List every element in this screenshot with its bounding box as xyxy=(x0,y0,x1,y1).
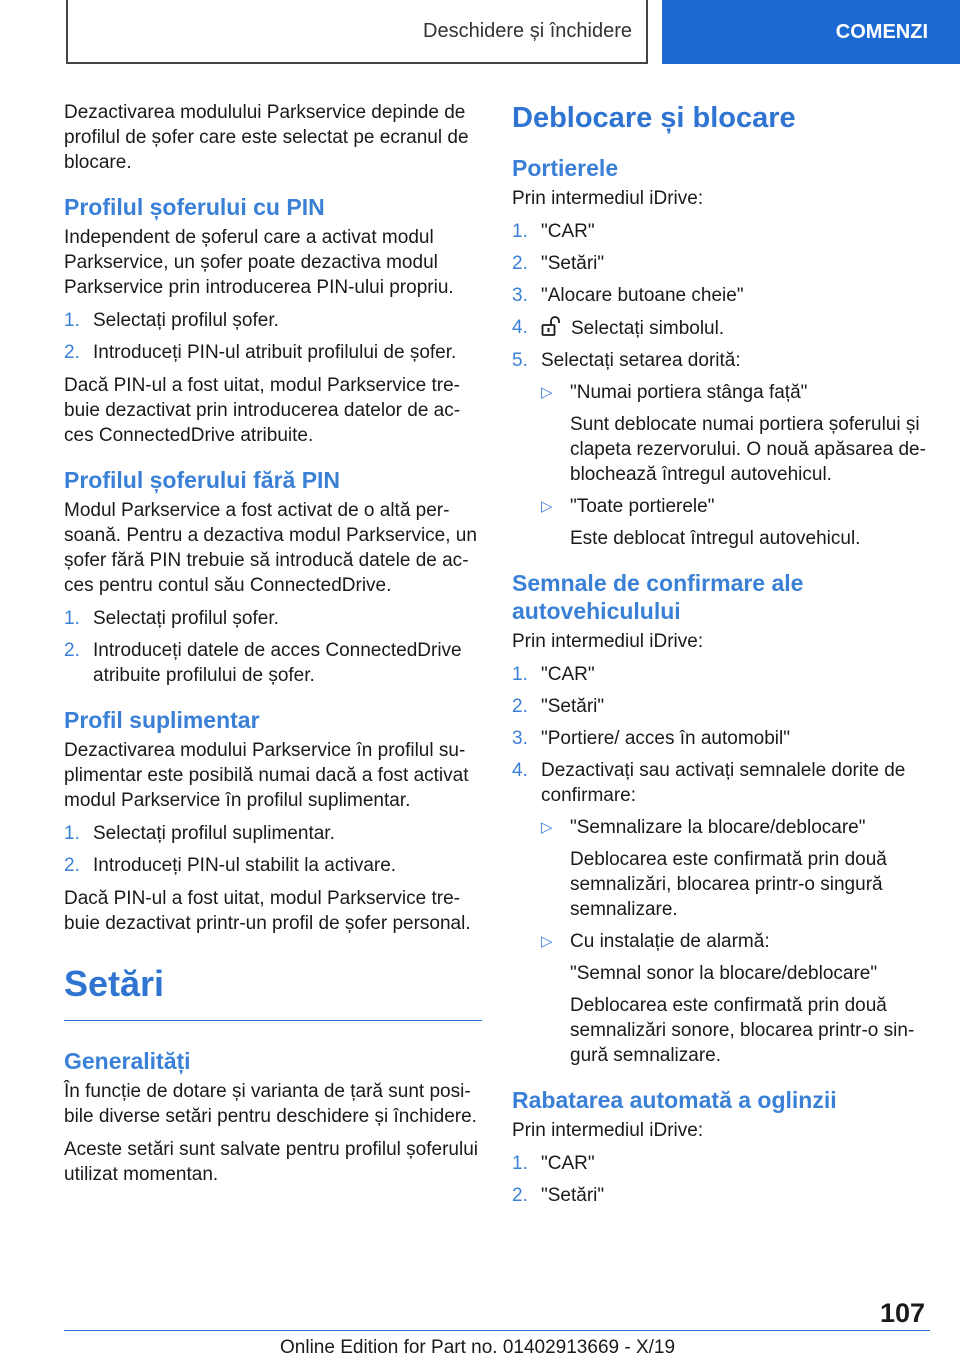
step-text: "Setări" xyxy=(541,253,605,274)
heading-extra-profile: Profil suplimentar xyxy=(64,707,260,733)
option-label: "Semnalizare la blocare/deblocare" xyxy=(570,817,866,838)
chapter-tab xyxy=(662,0,960,64)
step-number: 1. xyxy=(512,664,528,685)
section-title: Deschidere și închidere xyxy=(423,19,632,42)
general-paragraph-2: Aceste setări sunt salvate pentru profilul șoferului utilizat momentan. xyxy=(64,1139,478,1185)
footer-divider xyxy=(64,1330,930,1331)
step-text: "Setări" xyxy=(541,1185,605,1206)
running-header-section xyxy=(66,0,648,64)
step-number: 2. xyxy=(512,696,528,717)
list-item xyxy=(512,694,932,719)
list-item xyxy=(512,758,932,1068)
pin-note: Dacă PIN-ul a fost uitat, modul Parkservice trebuie dezactivat prin introducerea datelor de acces ConnectedDrive atribuite. xyxy=(64,375,461,446)
pin-paragraph: Independent de șoferul care a activat modul Parkservice, un șofer poate dezactiva modul Parkservice prin introducerea PIN-ului propriu. xyxy=(64,227,454,298)
option-description: "Semnal sonor la blocare/deblocare" xyxy=(570,963,878,984)
heading-general: Generalități xyxy=(64,1048,191,1074)
nopin-steps xyxy=(64,606,482,688)
step-number: 2. xyxy=(512,253,528,274)
step-text: Selectați setarea dorită: xyxy=(541,350,741,371)
right-column xyxy=(512,100,932,1216)
doors-steps xyxy=(512,219,932,551)
option-item xyxy=(541,494,932,551)
extra-note: Dacă PIN-ul a fost uitat, modul Parkservice trebuie dezactivat printr-un profil de șofer personal. xyxy=(64,888,471,934)
extra-paragraph: Dezactivarea modului Parkservice în profilul suplimentar este posibilă numai dacă a fost activat modul Parkservice în profilul suplimentar. xyxy=(64,740,469,811)
step-text: Selectați profilul șofer. xyxy=(93,310,279,331)
step-text: Introduceți PIN-ul stabilit la activare. xyxy=(93,855,397,876)
heading-doors: Portierele xyxy=(512,155,619,181)
mirror-steps xyxy=(512,1151,932,1208)
list-item xyxy=(64,606,482,631)
list-item xyxy=(64,308,482,333)
confirm-steps xyxy=(512,662,932,1068)
general-paragraph-1: În funcție de dotare și varianta de țară sunt posibile diverse setări pentru deschidere și închidere. xyxy=(64,1081,477,1127)
heading-pin-profile: Profilul șoferului cu PIN xyxy=(64,194,325,220)
option-description: Deblocarea este confirmată prin două semnalizări sonore, blocarea printr-o singură semnalizare. xyxy=(570,995,915,1066)
option-label: Cu instalație de alarmă: xyxy=(570,931,770,952)
step-text: "CAR" xyxy=(541,664,595,685)
chapter-title: COMENZI xyxy=(835,20,928,43)
footer-edition: Online Edition for Part no. 01402913669 - X/19 xyxy=(280,1337,676,1358)
step-number: 1. xyxy=(512,1153,528,1174)
option-label: "Numai portiera stânga față" xyxy=(570,382,808,403)
step-number: 1. xyxy=(64,310,80,331)
step-number: 5. xyxy=(512,350,528,371)
list-item xyxy=(512,662,932,687)
heading-confirmation-signals: Semnale de confirmare ale autovehiculului xyxy=(512,570,804,624)
step-text: Introduceți datele de acces ConnectedDrive atribuite profilului de șofer. xyxy=(93,640,462,686)
list-item xyxy=(512,283,932,308)
list-item xyxy=(512,315,932,341)
intro-paragraph: Dezactivarea modulului Parkservice depinde de profilul de șofer care este selectat pe ecranul de blocare. xyxy=(64,102,469,173)
triangle-bullet-icon: ▷ xyxy=(541,819,553,836)
confirm-intro: Prin intermediul iDrive: xyxy=(512,631,704,652)
list-item xyxy=(64,853,482,878)
step-text: Selectați profilul șofer. xyxy=(93,608,279,629)
list-item xyxy=(64,638,482,688)
confirm-options xyxy=(541,815,932,1068)
step-number: 3. xyxy=(512,728,528,749)
heading-mirror-folding: Rabatarea automată a oglinzii xyxy=(512,1087,837,1113)
extra-steps xyxy=(64,821,482,878)
heading-nopin-profile: Profilul șoferului fără PIN xyxy=(64,467,341,493)
list-item xyxy=(64,821,482,846)
step-number: 1. xyxy=(64,823,80,844)
option-description: Sunt deblocate numai portiera șoferului și clapeta rezervorului. O nouă apăsarea deblochează întregul autovehicul. xyxy=(570,414,926,485)
step-number: 2. xyxy=(512,1185,528,1206)
step-text: "CAR" xyxy=(541,221,595,242)
list-item xyxy=(512,1151,932,1176)
step-text: Dezactivați sau activați semnalele dorite de confirmare: xyxy=(541,760,906,806)
step-number: 2. xyxy=(64,342,80,363)
list-item xyxy=(512,1183,932,1208)
step-number: 2. xyxy=(64,640,80,661)
pin-steps xyxy=(64,308,482,365)
list-item xyxy=(512,251,932,276)
step-text: "Setări" xyxy=(541,696,605,717)
list-item xyxy=(512,348,932,551)
step-number: 2. xyxy=(64,855,80,876)
step-number: 4. xyxy=(512,317,528,338)
step-number: 1. xyxy=(512,221,528,242)
triangle-bullet-icon: ▷ xyxy=(541,933,553,950)
triangle-bullet-icon: ▷ xyxy=(541,384,553,401)
settings-title: Setări xyxy=(64,962,482,1021)
page-number: 107 xyxy=(880,1298,926,1328)
unlock-lock-title: Deblocare și blocare xyxy=(512,102,796,134)
unlock-icon xyxy=(541,315,561,337)
step-text: "Portiere/ acces în automobil" xyxy=(541,728,790,749)
list-item xyxy=(512,219,932,244)
triangle-bullet-icon: ▷ xyxy=(541,498,553,515)
step-text: Selectați profilul suplimentar. xyxy=(93,823,335,844)
left-column xyxy=(64,100,482,1195)
option-description: Este deblocat întregul autovehicul. xyxy=(570,528,861,549)
doors-intro: Prin intermediul iDrive: xyxy=(512,188,704,209)
step-text: "Alocare butoane cheie" xyxy=(541,285,744,306)
step-text: Selectați simbolul. xyxy=(571,318,725,339)
step-number: 1. xyxy=(64,608,80,629)
option-description: Deblocarea este confirmată prin două semnalizări, blocarea printr-o singură semnalizare. xyxy=(570,849,887,920)
doors-options xyxy=(541,380,932,551)
step-number: 3. xyxy=(512,285,528,306)
nopin-paragraph: Modul Parkservice a fost activat de o altă persoană. Pentru a dezactiva modul Parkservice, un șofer fără PIN trebuie să introducă datele de acces pentru contul său ConnectedDrive. xyxy=(64,500,477,596)
step-text: Introduceți PIN-ul atribuit profilului de șofer. xyxy=(93,342,457,363)
option-label: "Toate portierele" xyxy=(570,496,715,517)
option-item xyxy=(541,815,932,922)
option-item xyxy=(541,380,932,487)
step-text: "CAR" xyxy=(541,1153,595,1174)
mirror-intro: Prin intermediul iDrive: xyxy=(512,1120,704,1141)
step-number: 4. xyxy=(512,760,528,781)
list-item xyxy=(512,726,932,751)
list-item xyxy=(64,340,482,365)
option-item xyxy=(541,929,932,1068)
